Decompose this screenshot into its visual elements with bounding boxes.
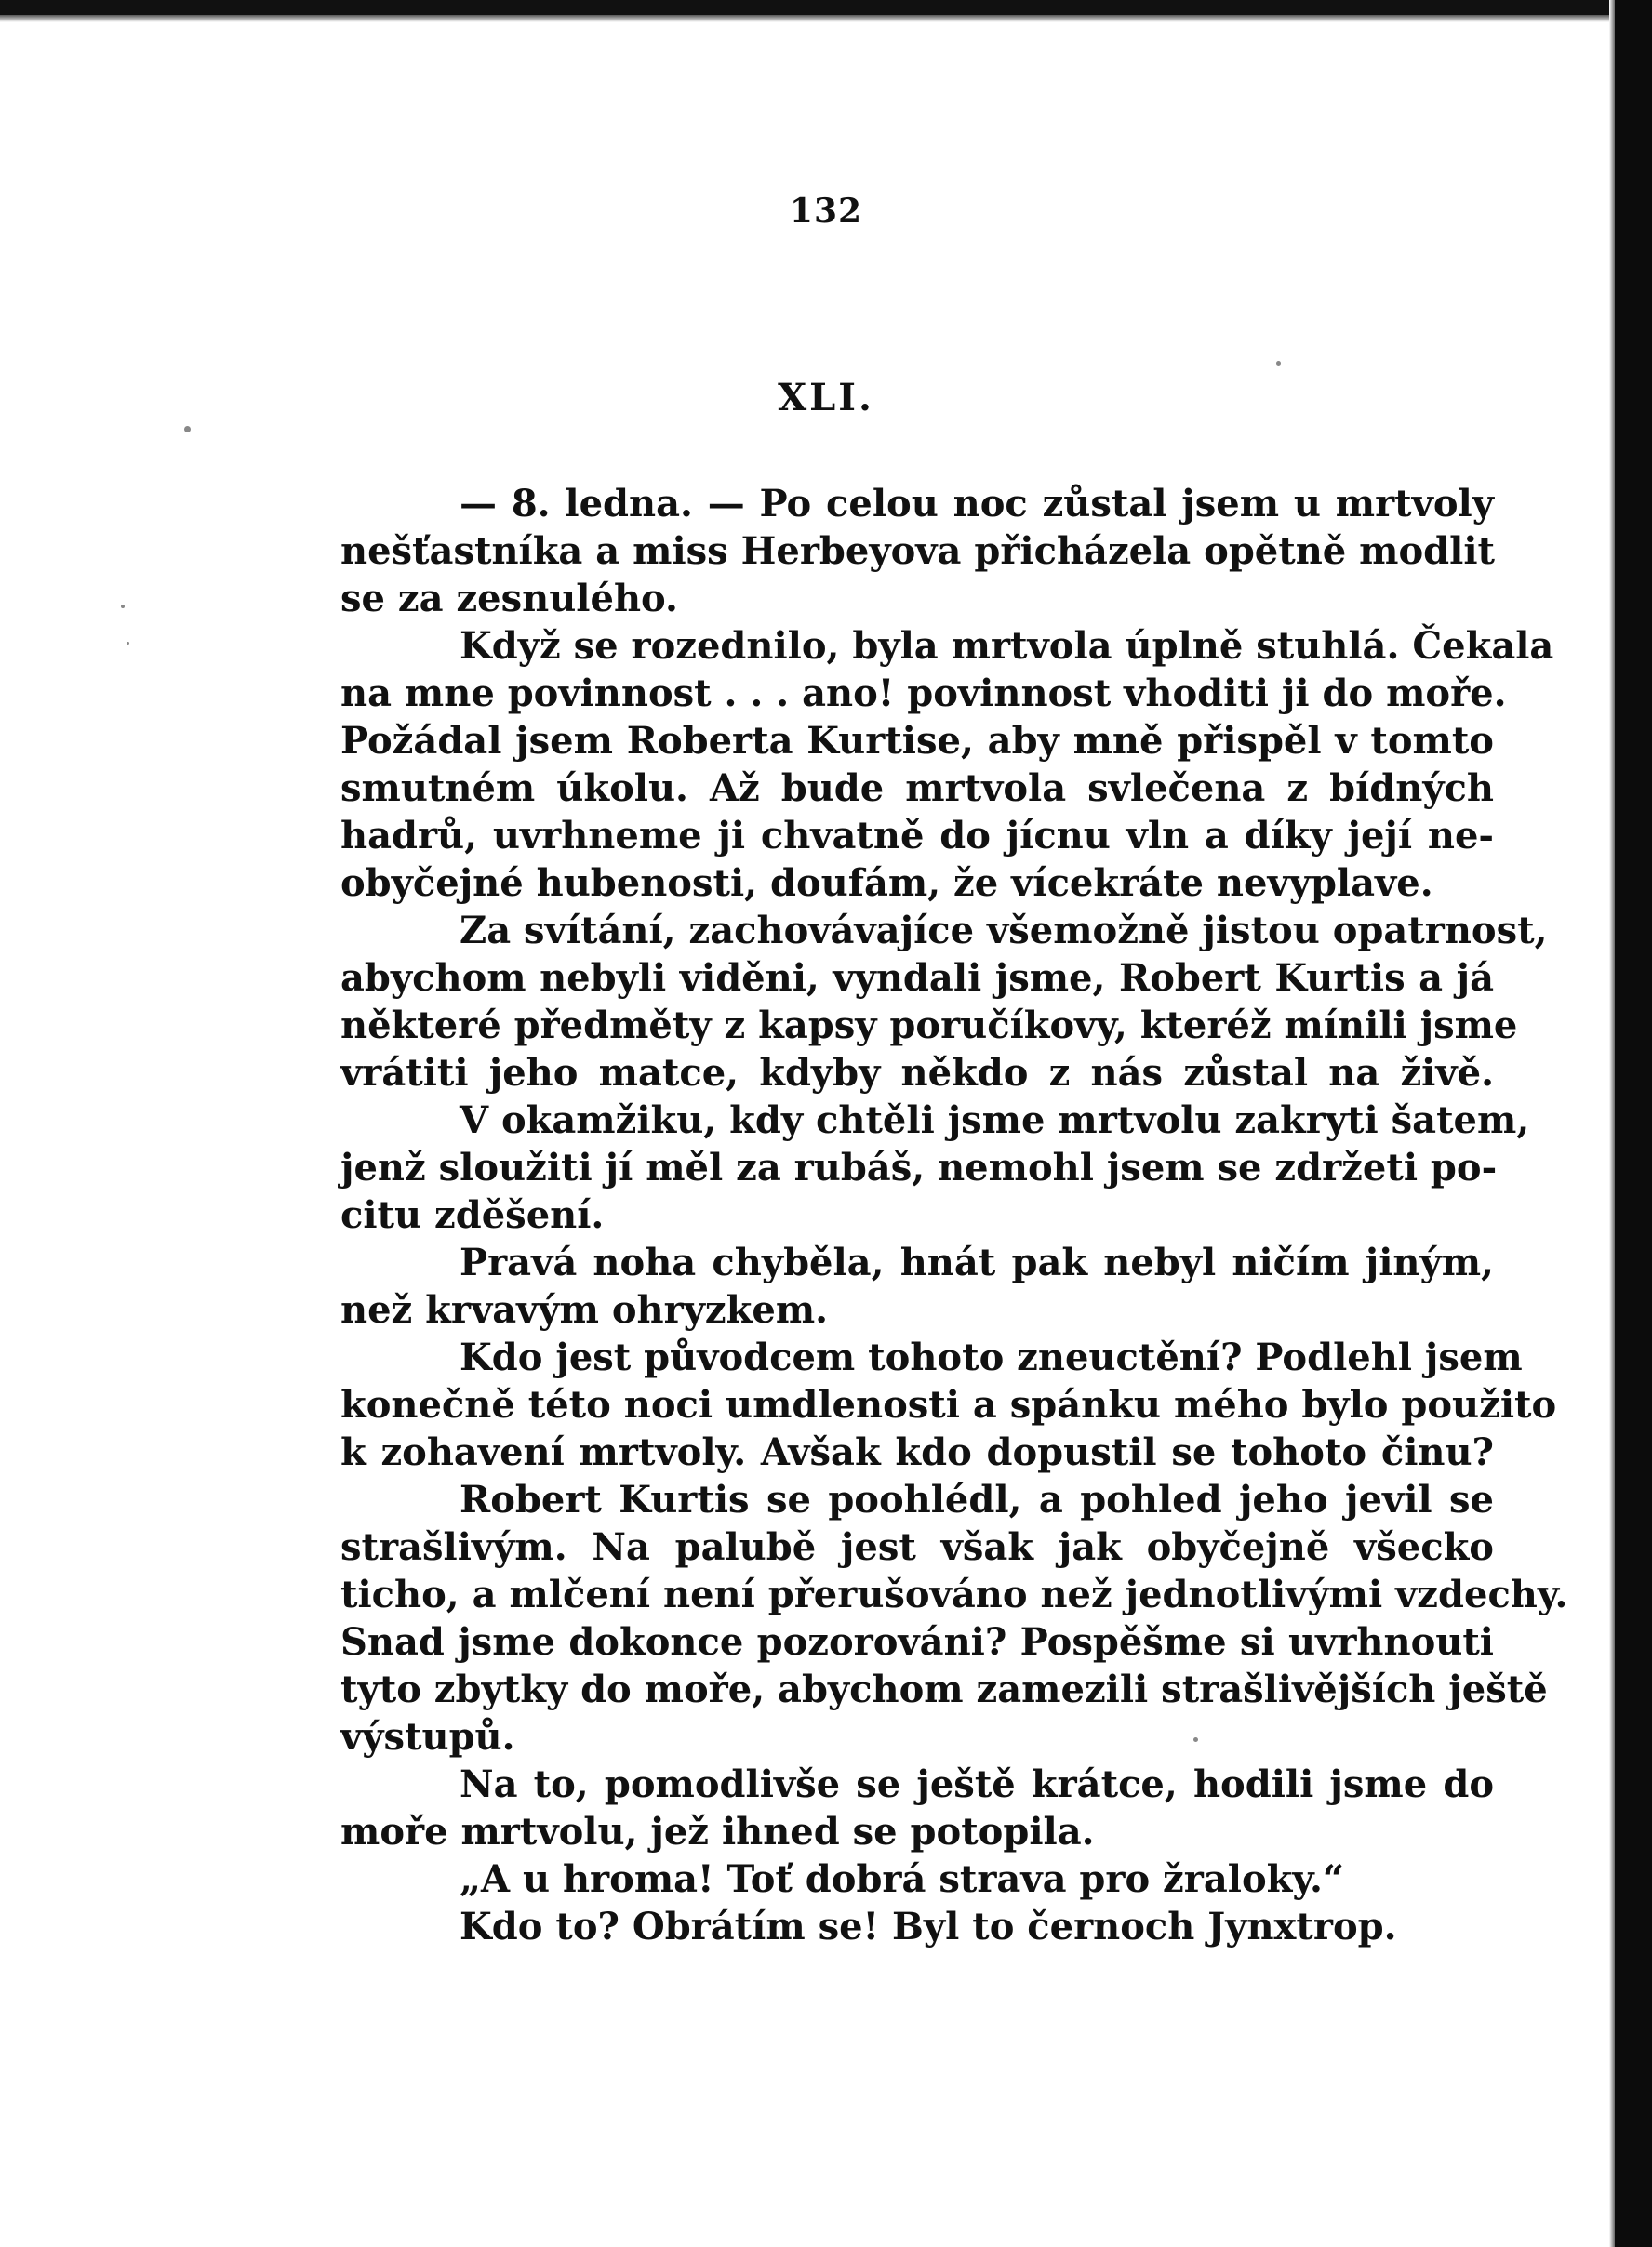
text-line: — 8. ledna. — Po celou noc zůstal jsem u mrtvoly: [460, 482, 1494, 525]
paper-speck: [1276, 361, 1281, 366]
text-line: Když se rozednilo, byla mrtvola úplně stuhlá. Čekala: [460, 624, 1554, 668]
text-line: abychom nebyli viděni, vyndali jsme, Robert Kurtis a já: [340, 956, 1494, 1000]
text-line: moře mrtvolu, jež ihned se potopila.: [340, 1810, 1095, 1854]
paper-speck: [184, 426, 191, 432]
text-line: konečně této noci umdlenosti a spánku mého bylo použito: [340, 1383, 1557, 1427]
text-line: Pravá noha chyběla, hnát pak nebyl ničím jiným,: [460, 1241, 1494, 1284]
paper-speck: [121, 605, 125, 608]
text-line: některé předměty z kapsy poručíkovy, kteréž mínili jsme: [340, 1004, 1518, 1047]
text-line: Na to, pomodlivše se ještě krátce, hodili jsme do: [460, 1762, 1494, 1806]
text-line: hadrů, uvrhneme ji chvatně do jícnu vln a díky její ne-: [340, 814, 1494, 858]
text-line: nešťastníka a miss Herbeyova přicházela opětně modlit: [340, 529, 1496, 573]
text-line: Snad jsme dokonce pozorováni? Pospěšme si uvrhnouti: [340, 1620, 1494, 1664]
text-line: Robert Kurtis se poohlédl, a pohled jeho jevil se: [460, 1478, 1494, 1522]
text-line: obyčejné hubenosti, doufám, že vícekráte nevyplave.: [340, 861, 1433, 905]
text-line: „A u hroma! Toť dobrá strava pro žraloky.“: [460, 1857, 1344, 1901]
chapter-heading: XLI.: [778, 376, 874, 419]
scan-border-right-shadow: [1609, 0, 1615, 2247]
text-line: Kdo to? Obrátím se! Byl to černoch Jynxtrop.: [460, 1905, 1397, 1948]
text-line: strašlivým. Na palubě jest však jak obyčejně všecko: [340, 1525, 1494, 1569]
text-line: Kdo jest původcem tohoto zneuctění? Podlehl jsem: [460, 1336, 1523, 1379]
body-text: [340, 480, 1568, 1950]
scan-border-top-shadow: [0, 15, 1652, 22]
text-line: se za zesnulého.: [340, 577, 678, 620]
page-number: 132: [789, 192, 863, 231]
text-line: jenž sloužiti jí měl za rubáš, nemohl jsem se zdržeti po-: [340, 1146, 1498, 1190]
text-line: na mne povinnost . . . ano! povinnost vhoditi ji do moře.: [340, 671, 1507, 715]
scan-border-top: [0, 0, 1652, 15]
paper-speck: [127, 642, 129, 645]
scan-border-right: [1615, 0, 1652, 2247]
text-line: V okamžiku, kdy chtěli jsme mrtvolu zakryti šatem,: [460, 1098, 1530, 1142]
text-line: k zohavení mrtvoly. Avšak kdo dopustil se tohoto činu?: [340, 1430, 1494, 1474]
text-line: smutném úkolu. Až bude mrtvola svlečena z bídných: [340, 766, 1494, 810]
text-line: výstupů.: [340, 1715, 515, 1759]
text-line: ticho, a mlčení není přerušováno než jednotlivými vzdechy.: [340, 1573, 1568, 1616]
text-line: tyto zbytky do moře, abychom zamezili strašlivějších ještě: [340, 1668, 1548, 1711]
text-line: Požádal jsem Roberta Kurtise, aby mně přispěl v tomto: [340, 719, 1494, 763]
text-line: než krvavým ohryzkem.: [340, 1288, 829, 1332]
text-line: Za svítání, zachovávajíce všemožně jistou opatrnost,: [460, 909, 1548, 952]
text-line: citu zděšení.: [340, 1193, 605, 1237]
text-line: vrátiti jeho matce, kdyby někdo z nás zůstal na živě.: [340, 1051, 1494, 1095]
